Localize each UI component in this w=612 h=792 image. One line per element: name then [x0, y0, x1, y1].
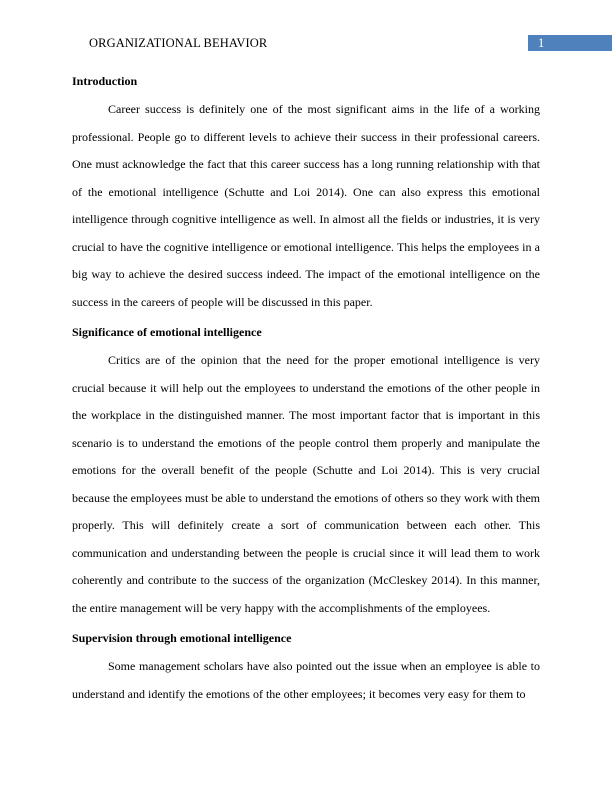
- section-heading-significance: Significance of emotional intelligence: [72, 325, 262, 339]
- section-heading-introduction: Introduction: [72, 74, 138, 88]
- document-body: [72, 68, 540, 708]
- paragraph-introduction: Career success is definitely one of the most significant aims in the life of a working professional. People go to different levels to achieve their success in their professional careers. One must acknowledge the fact that this career success has a long running relationship with that of the emotional intelligence (Schutte and Loi 2014). One can also express this emotional intelligence through cognitive intelligence as well. In almost all the fields or industries, it is very crucial to have the cognitive intelligence or emotional intelligence. This helps the employees in a big way to achieve the desired success indeed. The impact of the emotional intelligence on the success in the careers of people will be discussed in this paper.: [72, 102, 540, 309]
- page-number: 1: [538, 36, 545, 50]
- page-number-box: [528, 35, 612, 51]
- paragraph-significance: Critics are of the opinion that the need for the proper emotional intelligence is very crucial because it will help out the employees to understand the emotions of the other people in the workplace in the distinguished manner. The most important factor that is important in this scenario is to understand the emotions of the people control them properly and manipulate the emotions for the overall benefit of the people (Schutte and Loi 2014). This is very crucial because the employees must be able to understand the emotions of others so they work with them properly. This will definitely create a sort of communication between each other. This communication and understanding between the people is crucial since it will lead them to work coherently and contribute to the success of the organization (McCleskey 2014). In this manner, the entire management will be very happy with the accomplishments of the employees.: [72, 353, 540, 615]
- section-heading-supervision: Supervision through emotional intelligence: [72, 631, 292, 645]
- paragraph-supervision: Some management scholars have also pointed out the issue when an employee is able to understand and identify the emotions of the other employees; it becomes very easy for them to: [72, 659, 540, 701]
- running-head: ORGANIZATIONAL BEHAVIOR: [89, 36, 268, 50]
